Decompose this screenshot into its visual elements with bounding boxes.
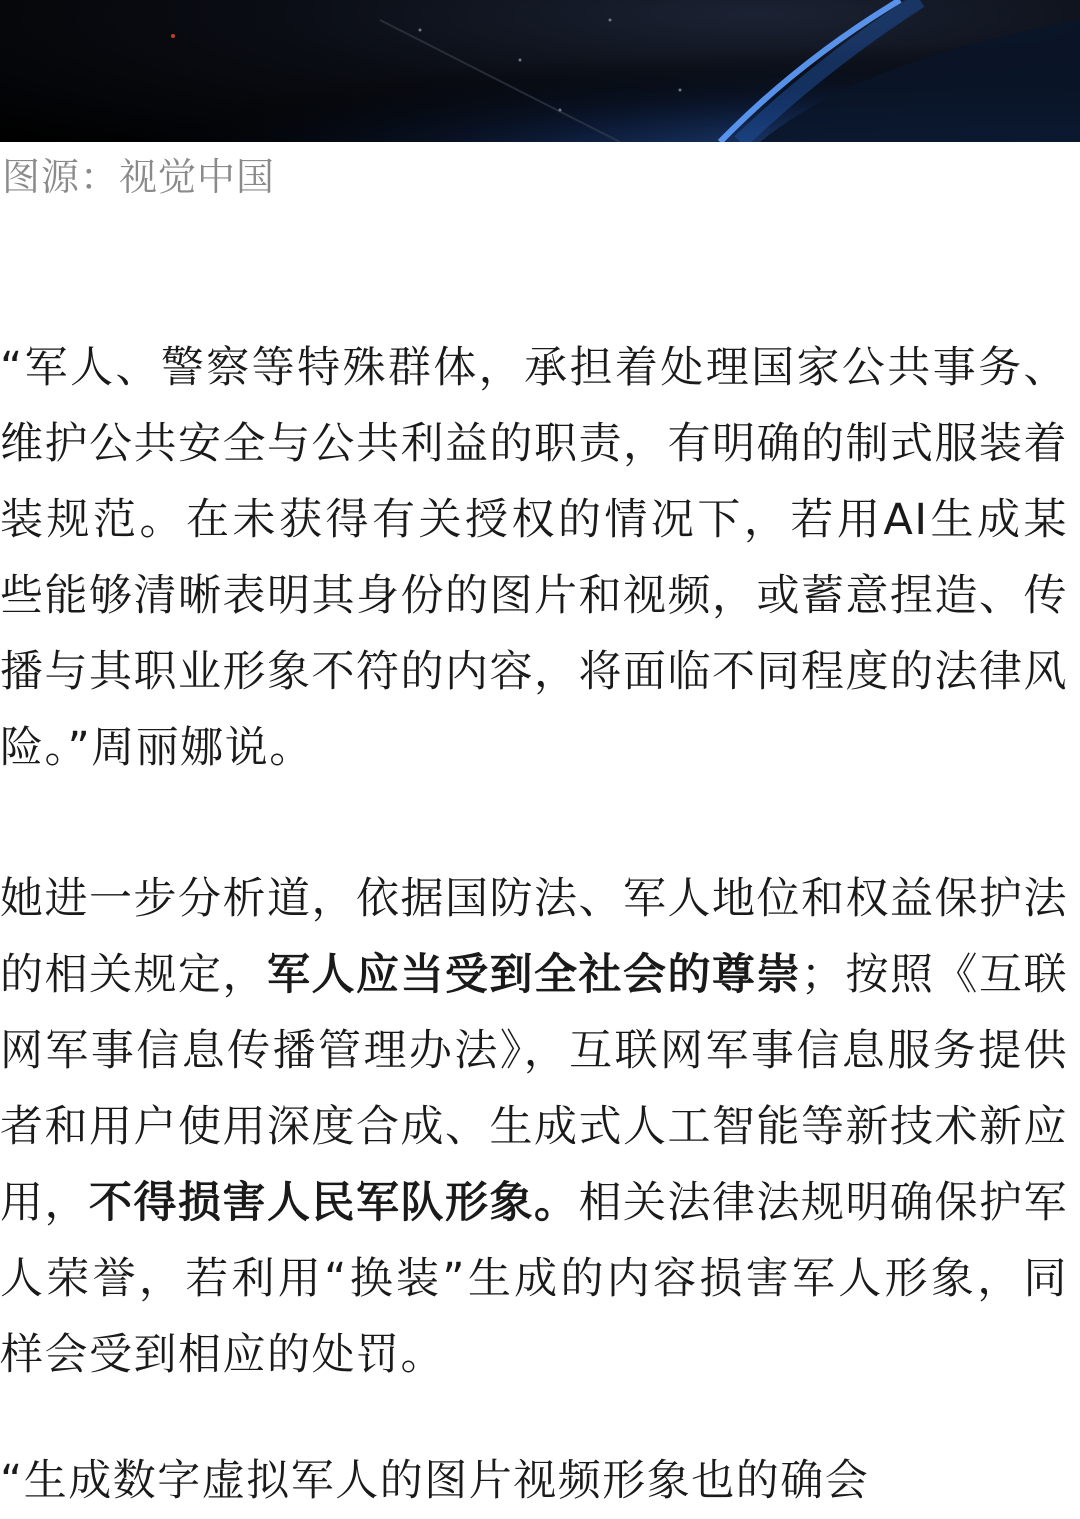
paragraph-analysis-part1: 她进一步分析道，依据国防法、军人地位和权益保护法的相关规定，: [0, 874, 1068, 1000]
bold-emphasis-army-image: 不得损害人民军队形象。: [89, 1178, 579, 1228]
paragraph-quote: “军人、警察等特殊群体，承担着处理国家公共事务、维护公共安全与公共利益的职责，有明确的制式服装着装规范。在未获得有关授权的情况下，若用AI生成某些能够清晰表明其身份的图片和视频，或蓄意捏造、传播与其职业形象不符的内容，将面临不同程度的法律风险。”周丽娜说。: [0, 343, 1068, 773]
paragraph-analysis-part2: ；按照《互联网军事信息传播管理办法》，互联网军事信息服务提供者和用户使用深度合成、生成式人工智能等新技术新应用，: [0, 950, 1068, 1228]
earth-horizon-graphic: [0, 0, 1080, 142]
paragraph-analysis-part3: 相关法律法规明确保护军人荣誉，若利用“换装”生成的内容损害军人形象，同样会受到相应的处罚。: [0, 1178, 1068, 1380]
paragraph-analysis: [0, 861, 1068, 1393]
earth-from-space-image: [0, 0, 1080, 142]
bold-emphasis-respect: 军人应当受到全社会的尊崇: [267, 950, 801, 1000]
image-caption: 图源：视觉中国: [2, 155, 276, 199]
paragraph-partial: “生成数字虚拟军人的图片视频形象也的确会: [0, 1456, 870, 1506]
